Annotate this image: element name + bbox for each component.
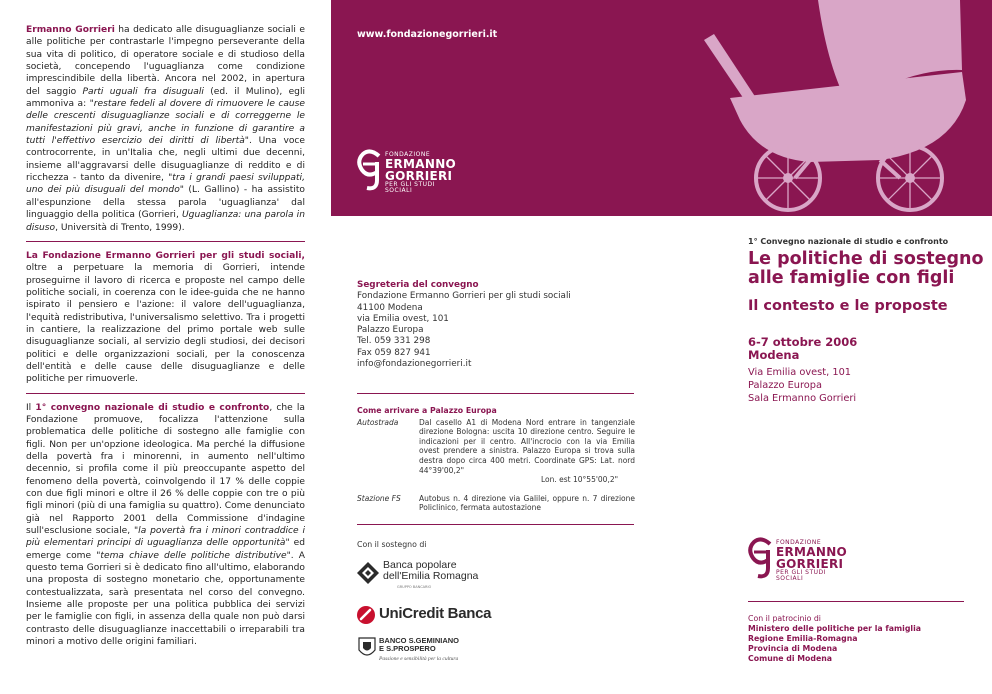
bper-small: GRUPPO BANCARIO bbox=[397, 585, 432, 589]
secretariat-block bbox=[357, 280, 637, 370]
unicredit-name: UniCredit Banca bbox=[379, 605, 492, 622]
event-address-line: Via Emilia ovest, 101 bbox=[748, 367, 852, 378]
event-city: Modena bbox=[748, 348, 800, 362]
event-date-block bbox=[748, 336, 857, 362]
event-address bbox=[748, 366, 856, 406]
secretariat-line: Fondazione Ermanno Gorrieri per gli studi sociali bbox=[357, 291, 571, 302]
event-title: Le politiche di sostegno alle famiglie con figli bbox=[748, 249, 984, 288]
divider bbox=[357, 524, 634, 525]
directions-fs-label: Stazione FS bbox=[357, 493, 401, 503]
event-date: 6-7 ottobre 2006 bbox=[748, 335, 858, 349]
logo-line1: FONDAZIONE bbox=[385, 151, 431, 158]
directions-fs-text: Autobus n. 4 direzione via Galilei, oppure n. 7 direzione Policlinico, fermata autostazione bbox=[419, 493, 635, 513]
divider bbox=[26, 241, 305, 242]
paragraph-gorrieri: Ermanno Gorrieri ha dedicato alle disuguaglianze sociali e alle politiche per contrastarle l'impegno perseverante della sua vita di politico, di operatore sociale e di studioso della società, concependo l'uguaglianza come condizione imprescindibile della libertà. Ancora nel 2002, in apertura del saggio Parti uguali fra disuguali (ed. il Mulino), egli ammoniva a: "restare fedeli al dovere di rimuovere le cause delle crescenti disuguaglianze sociali e di correggerne le manifestazioni più gravi, anche in funzione di garantire a tutti l'effettivo esercizio dei diritti di libertà". Una voce controcorrente, in un'Italia che, negli ultimi due decenni, insieme all'aggravarsi delle disuguaglianze di reddito e di ricchezza - tanto da divenire, "tra i grandi paesi sviluppati, uno dei più disuguali del mondo" (L. Gallino) - ha assistito all'espunzione della stessa parola 'uguaglianza' dal linguaggio della politica (Gorrieri, Uguaglianza: una parola in disuso, Università di Trento, 1999). bbox=[26, 25, 305, 233]
paragraph-convegno: Il 1° convegno nazionale di studio e confronto, che la Fondazione promuove, focalizza l'attenzione sulla problematica delle politiche di sostegno alle famiglie con figli. Non per un'opzione ideologica. Ma perché la diffusione della povertà fra i minorenni, in aumento nell'ultimo decennio, si profila come il più preoccupante aspetto del fenomeno della povertà, coinvolgendo il 17 % delle coppie con due figli minori e oltre il 26 % delle coppie con tre o più figli minori (più di una famiglia su quattro). Come denunciato già nel Rapporto 2001 della Commissione d'indagine sull'esclusione sociale, "la povertà fra i minori contraddice i più elementari principi di uguaglianza delle opportunità" ed emerge come "tema chiave delle politiche distributive". A questo tema Gorrieri si è dedicato fino all'ultimo, elaborando una proposta di sostegno monetario che, opportunamente contestualizzata, sarà presentata nel corso del convegno. Insieme alle proposte per una politica pubblica dei servizi per le famiglie con figli, in assenza della quale non può darsi contrasto delle disuguaglianze inaccettabili o irreparabili tra minori a motivo delle origini familiari. bbox=[26, 402, 305, 648]
logo-line3: GORRIERI bbox=[385, 169, 453, 183]
paragraph-foundation: La Fondazione Ermanno Gorrieri per gli studi sociali, oltre a perpetuare la memoria di Gorrieri, intende proseguirne il lavoro di ricerca e proposte nel campo delle politiche sociali, in coerenza con le idee-guida che ne hanno ispirato il pensiero e l'azione: il valore dell'uguaglianza, l'equità redistributiva, l'universalismo selettivo. Tra i progetti in cantiere, la realizzazione del primo portale web sulle disuguaglianze sociali, al servizio degli studiosi, dei decisori politici e delle organizzazioni sociali, per la conoscenza dell'entità e delle cause delle disuguaglianze e delle politiche per rimuoverle. bbox=[26, 250, 305, 385]
divider bbox=[357, 393, 634, 394]
sponsors-heading: Con il sostegno di bbox=[357, 540, 427, 549]
patronage-item: Comune di Modena bbox=[748, 653, 833, 663]
secretariat-heading: Segreteria del convegno bbox=[357, 280, 479, 290]
directions-autostrada-text2: Lon. est 10°55'00,2" bbox=[541, 475, 619, 485]
directions-block bbox=[357, 406, 635, 513]
event-subtitle: Il contesto e le proposte bbox=[748, 298, 948, 314]
event-supertitle: 1° Convegno nazionale di studio e confronto bbox=[748, 237, 949, 246]
directions-autostrada-text: Dal casello A1 di Modena Nord entrare in tangenziale direzione Bologna: uscita 10 direzione centro. Seguire le indicazioni per il centro. All'incrocio con la via Emilia ovest prendere a sinistra. Palazzo Europa si trova sulla destra dopo circa 400 metri. Coordinate GPS: Lat. nord 44°39'00,2" bbox=[419, 417, 635, 475]
logo-line1: FONDAZIONE bbox=[776, 539, 822, 546]
secretariat-line: 41100 Modena bbox=[357, 302, 423, 313]
eg-monogram-icon bbox=[748, 536, 774, 580]
logo-line2: ERMANNO bbox=[776, 545, 848, 559]
patronage-item: Ministero delle politiche per la famiglia bbox=[748, 623, 922, 633]
patronage-heading: Con il patrocinio di bbox=[748, 614, 821, 623]
event-address-line: Palazzo Europa bbox=[748, 380, 823, 392]
divider bbox=[748, 601, 964, 602]
bsgsp-line1: BANCO S.GEMINIANO bbox=[379, 636, 460, 645]
bsgsp-line2: E S.PROSPERO bbox=[379, 644, 436, 653]
bper-line2: dell'Emilia Romagna bbox=[383, 570, 479, 582]
secretariat-email[interactable]: info@fondazionegorrieri.it bbox=[357, 359, 472, 370]
intro-column bbox=[0, 0, 331, 694]
directions-autostrada-label: Autostrada bbox=[357, 417, 399, 427]
patronage-item: Provincia di Modena bbox=[748, 643, 838, 653]
eg-monogram-icon bbox=[357, 148, 383, 192]
bsgsp-tag: Passione e sensibilità per la cultura bbox=[379, 656, 459, 662]
divider bbox=[26, 393, 305, 394]
secretariat-line: Fax 059 827 941 bbox=[357, 347, 431, 358]
event-address-line: Sala Ermanno Gorrieri bbox=[748, 393, 857, 405]
bper-logo bbox=[357, 560, 497, 596]
directions-heading: Come arrivare a Palazzo Europa bbox=[357, 406, 497, 415]
patronage-item: Regione Emilia-Romagna bbox=[748, 633, 858, 643]
secretariat-line: Tel. 059 331 298 bbox=[357, 336, 431, 347]
unicredit-logo bbox=[357, 604, 497, 626]
secretariat-line: via Emilia ovest, 101 bbox=[357, 313, 449, 324]
bsgsp-logo bbox=[357, 636, 497, 672]
logo-line4: PER GLI STUDI SOCIALI bbox=[776, 569, 826, 582]
bsgsp-mark-icon bbox=[357, 636, 377, 660]
patronage-block bbox=[748, 614, 921, 664]
unicredit-mark-icon bbox=[357, 606, 375, 624]
logo-line2: ERMANNO bbox=[385, 157, 457, 171]
bper-line1: Banca popolare bbox=[383, 559, 457, 571]
secretariat-line: Palazzo Europa bbox=[357, 325, 424, 336]
bper-mark-icon bbox=[357, 562, 379, 584]
logo-line3: GORRIERI bbox=[776, 557, 844, 571]
logo-line4: PER GLI STUDI SOCIALI bbox=[385, 181, 435, 194]
website-url[interactable]: www.fondazionegorrieri.it bbox=[357, 29, 498, 40]
pram-icon bbox=[700, 0, 992, 216]
